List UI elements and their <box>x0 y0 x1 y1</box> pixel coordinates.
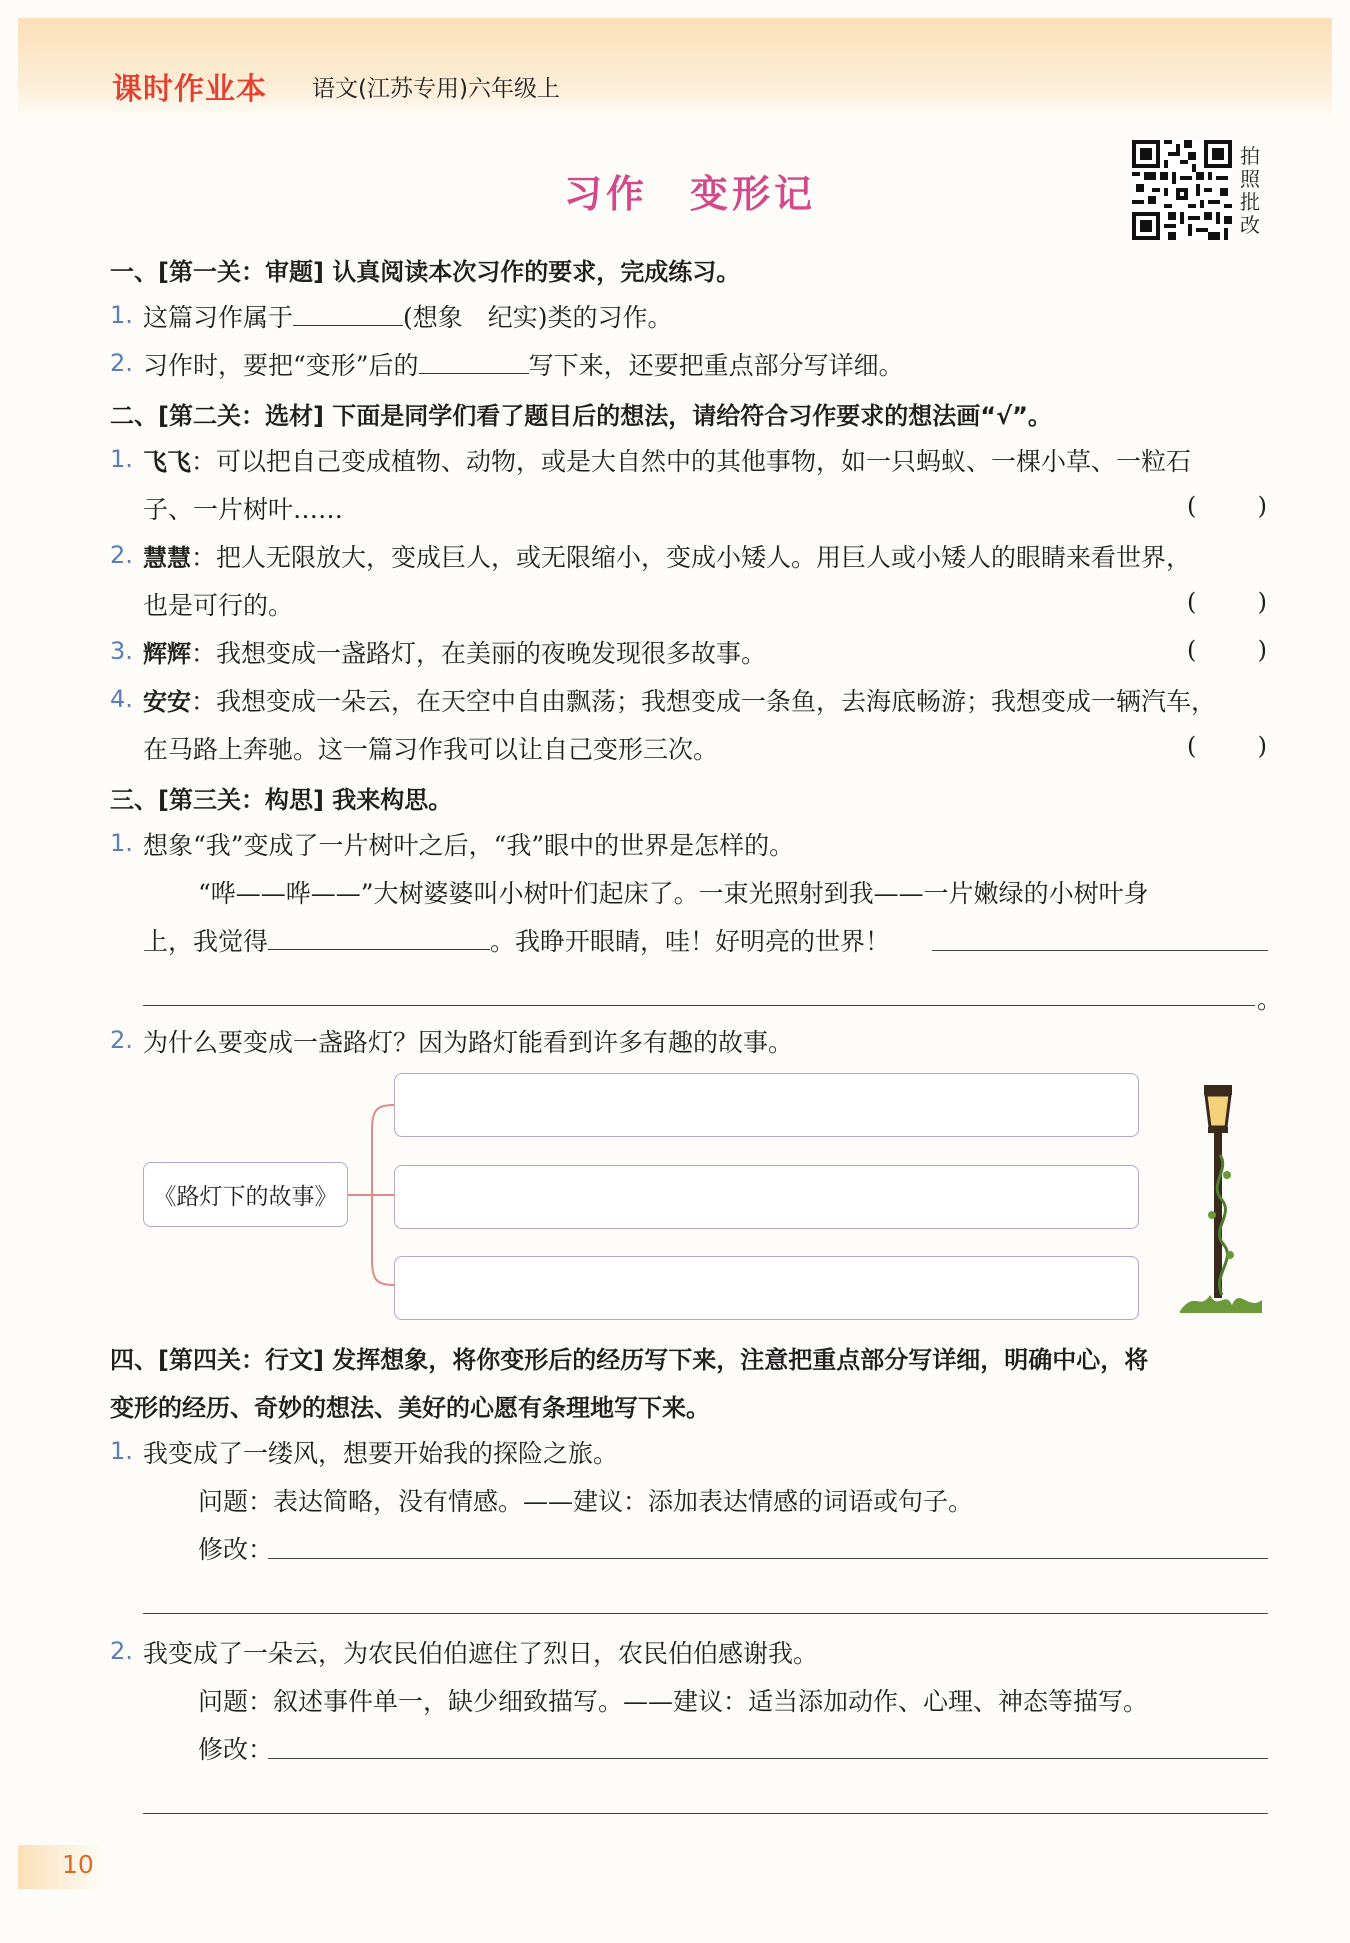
answer-line[interactable] <box>143 1813 1268 1814</box>
answer-blank[interactable] <box>293 303 403 326</box>
answer-blank[interactable] <box>268 927 490 950</box>
q-number: 3. <box>110 637 133 665</box>
qr-label: 拍 照 批 改 <box>1240 144 1260 237</box>
answer-line[interactable] <box>143 1613 1268 1614</box>
answer-parentheses[interactable]: ( ) <box>1187 588 1267 616</box>
answer-parentheses[interactable]: ( ) <box>1187 492 1267 520</box>
story-answer-box[interactable] <box>394 1256 1139 1320</box>
s2-item-1: 飞飞：可以把自己变成植物、动物，或是大自然中的其他事物，如一只蚂蚁、一棵小草、一粒石 <box>143 447 1192 476</box>
story-answer-box[interactable] <box>394 1165 1139 1229</box>
section-4-heading-cont: 变形的经历、奇妙的想法、美好的心愿有条理地写下来。 <box>110 1394 710 1422</box>
q-number: 1. <box>110 829 133 857</box>
answer-parentheses[interactable]: ( ) <box>1187 732 1267 760</box>
s4-q1: 我变成了一缕风，想要开始我的探险之旅。 <box>143 1439 619 1468</box>
q-number: 2. <box>110 1026 133 1054</box>
s4-q2-problem: 问题：叙述事件单一，缺少细致描写。——建议：适当添加动作、心理、神态等描写。 <box>198 1687 1149 1716</box>
s4-q2-revise-label: 修改： <box>198 1735 274 1764</box>
q-number: 4. <box>110 685 133 713</box>
section-4-heading: 四、[第四关：行文] 发挥想象，将你变形后的经历写下来，注意把重点部分写详细，明确中心，将 <box>110 1346 1149 1374</box>
answer-line[interactable] <box>268 1758 1268 1759</box>
answer-parentheses[interactable]: ( ) <box>1187 636 1267 664</box>
answer-line[interactable] <box>932 950 1268 951</box>
qr-code-icon[interactable] <box>1132 140 1232 240</box>
period: 。 <box>1257 985 1283 1014</box>
s4-q2: 我变成了一朵云，为农民伯伯遮住了烈日，农民伯伯感谢我。 <box>143 1639 819 1668</box>
mind-map-connector <box>348 1085 396 1305</box>
s2-item-1-cont: 子、一片树叶…… <box>143 495 344 524</box>
brand-name: 课时作业本 <box>112 72 267 107</box>
section-2-heading: 二、[第二关：选材] 下面是同学们看了题目后的想法，请给符合习作要求的想法画“√”。 <box>110 402 1052 430</box>
q-number: 2. <box>110 349 133 377</box>
s2-item-4-cont: 在马路上奔驰。这一篇习作我可以让自己变形三次。 <box>143 735 719 764</box>
s2-item-3: 辉辉：我想变成一盏路灯，在美丽的夜晚发现很多故事。 <box>143 639 767 668</box>
story-answer-box[interactable] <box>394 1073 1139 1137</box>
q-number: 2. <box>110 1637 133 1665</box>
page-number: 10 <box>62 1850 94 1879</box>
story-title-box: 《路灯下的故事》 <box>143 1162 348 1227</box>
street-lamp-icon <box>1170 1075 1270 1315</box>
s4-q1-revise-label: 修改： <box>198 1535 274 1564</box>
q-number: 2. <box>110 541 133 569</box>
q-number: 1. <box>110 301 133 329</box>
s4-q1-problem: 问题：表达简略，没有情感。——建议：添加表达情感的词语或句子。 <box>198 1487 974 1516</box>
s3-q2: 为什么要变成一盏路灯？因为路灯能看到许多有趣的故事。 <box>143 1028 794 1057</box>
q-number: 1. <box>110 1437 133 1465</box>
book-title: 语文(江苏专用)六年级上 <box>312 76 560 102</box>
s3-passage-line-2: 上，我觉得 。我睁开眼睛，哇！好明亮的世界！ <box>143 927 891 956</box>
page-title: 习作 变形记 <box>563 172 816 216</box>
s3-q1: 想象“我”变成了一片树叶之后，“我”眼中的世界是怎样的。 <box>143 831 795 860</box>
section-3-heading: 三、[第三关：构思] 我来构思。 <box>110 786 453 814</box>
s3-passage-line-1: “哗——哗——”大树婆婆叫小树叶们起床了。一束光照射到我——一片嫩绿的小树叶身 <box>198 879 1149 908</box>
s2-item-4: 安安：我想变成一朵云，在天空中自由飘荡；我想变成一条鱼，去海底畅游；我想变成一辆汽车， <box>143 687 1217 716</box>
s2-item-2-cont: 也是可行的。 <box>143 591 294 620</box>
s1-q1: 这篇习作属于 (想象 纪实)类的习作。 <box>143 303 673 332</box>
s1-q2: 习作时，要把“变形”后的 写下来，还要把重点部分写详细。 <box>143 351 904 380</box>
answer-blank[interactable] <box>419 351 529 374</box>
q-number: 1. <box>110 445 133 473</box>
section-1-heading: 一、[第一关：审题] 认真阅读本次习作的要求，完成练习。 <box>110 258 741 286</box>
answer-line[interactable] <box>143 1005 1255 1006</box>
answer-line[interactable] <box>268 1558 1268 1559</box>
s2-item-2: 慧慧：把人无限放大，变成巨人，或无限缩小，变成小矮人。用巨人或小矮人的眼睛来看世界， <box>143 543 1192 572</box>
